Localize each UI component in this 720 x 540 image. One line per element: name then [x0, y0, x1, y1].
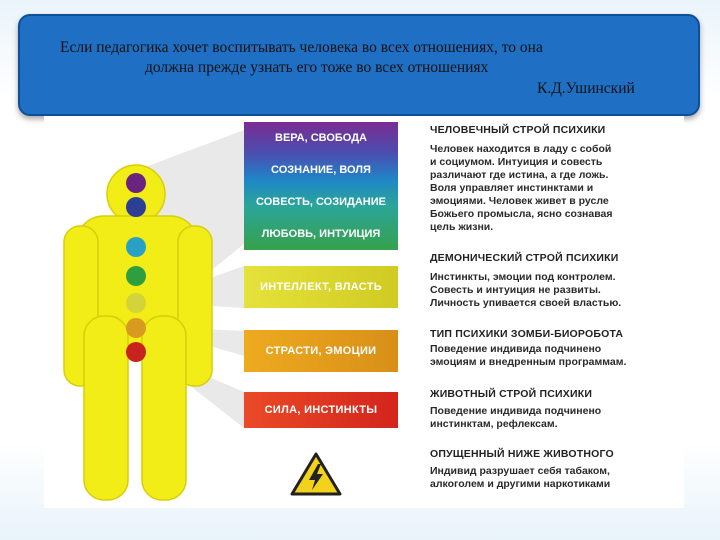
desc-below-animal-head: ОПУЩЕННЫЙ НИЖЕ ЖИВОТНОГО — [430, 448, 614, 460]
desc-zombie — [430, 328, 626, 369]
chakra-dot-heart — [126, 266, 146, 286]
bar-conscience: СОВЕСТЬ, СОЗИДАНИЕ — [256, 196, 386, 208]
chakra-dot-third-eye — [126, 197, 146, 217]
chakra-dot-crown — [126, 173, 146, 193]
bar-passions: СТРАСТИ, ЭМОЦИИ — [244, 330, 398, 372]
bar-instincts: СИЛА, ИНСТИНКТЫ — [244, 392, 398, 428]
chakra-dot-root — [126, 342, 146, 362]
desc-human — [430, 124, 613, 234]
desc-animal-body: Поведение индивида подчинено инстинктам, рефлексам. — [430, 405, 602, 430]
desc-demonic-body: Инстинкты, эмоции под контролем. Совесть и интуиция не развиты. Личность упивается своей властью. — [430, 271, 622, 309]
quote-author: К.Д.Ушинский — [537, 80, 635, 97]
bar-intellect: ИНТЕЛЛЕКТ, ВЛАСТЬ — [244, 266, 398, 308]
quote-line-2: должна прежде узнать его тоже во всех отношениях — [145, 59, 489, 76]
bar-faith: ВЕРА, СВОБОДА — [275, 132, 367, 144]
chakra-dot-sacral — [126, 318, 146, 338]
desc-zombie-head: ТИП ПСИХИКИ ЗОМБИ-БИОРОБОТА — [430, 328, 624, 340]
desc-zombie-body: Поведение индивида подчинено эмоциям и внедренным программам. — [430, 343, 627, 368]
bar-love: ЛЮБОВЬ, ИНТУИЦИЯ — [261, 228, 381, 240]
desc-demonic-head: ДЕМОНИЧЕСКИЙ СТРОЙ ПСИХИКИ — [430, 252, 619, 264]
bar-consciousness: СОЗНАНИЕ, ВОЛЯ — [271, 164, 371, 176]
diagram-panel — [44, 116, 684, 508]
desc-demonic — [430, 252, 621, 310]
desc-animal — [430, 388, 601, 431]
quote-line-1: Если педагогика хочет воспитывать человека во всех отношениях, то она — [60, 39, 543, 56]
upper-bars-group — [244, 122, 398, 250]
high-voltage-warning-icon — [290, 452, 342, 496]
desc-below-animal-body: Индивид разрушает себя табаком, алкоголем и другими наркотиками — [430, 465, 611, 490]
desc-below-animal — [430, 448, 614, 491]
chakra-dot-solar-plexus — [126, 293, 146, 313]
quote-box — [18, 14, 700, 116]
desc-human-head: ЧЕЛОВЕЧНЫЙ СТРОЙ ПСИХИКИ — [430, 124, 606, 136]
desc-human-body: Человек находится в ладу с собой и социумом. Интуиция и совесть различают где истина, а где ложь. Воля управляет инстинктами и эмоциями. Человек живет в русле Божьего промысла, ясно сознавая цель жизни. — [430, 143, 613, 233]
chakra-dot-throat — [126, 237, 146, 257]
desc-animal-head: ЖИВОТНЫЙ СТРОЙ ПСИХИКИ — [430, 388, 593, 400]
